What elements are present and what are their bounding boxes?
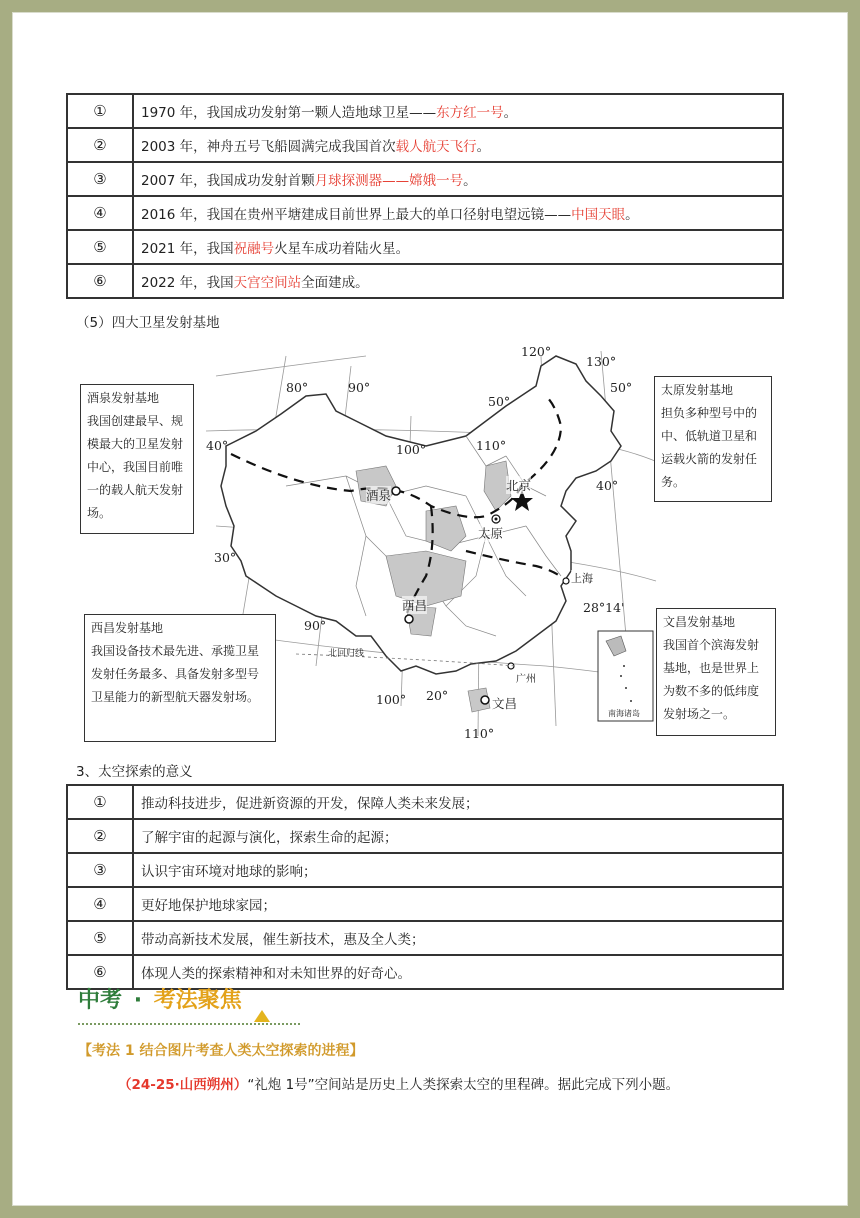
jiuquan-title: 酒泉发射基地 [87, 391, 160, 405]
exam-title-a: 中考 [78, 988, 123, 1013]
row-text [133, 128, 783, 162]
timeline-row [67, 230, 783, 264]
xichang-infobox [84, 614, 276, 742]
tropic-label: 北回归线 [328, 649, 365, 659]
label-110b: 110° [464, 726, 495, 741]
row-text-pre: 2022 年，我国 [141, 275, 234, 291]
exam-title-b: 考法聚焦 [153, 988, 242, 1013]
label-90: 90° [348, 380, 371, 395]
row-text-pre: 2016 年，我国在贵州平塘建成目前世界上最大的单口径射电望远镜—— [141, 207, 572, 223]
meaning-table [66, 784, 784, 990]
row-number: ② [67, 819, 133, 853]
label-50b: 50° [610, 380, 633, 395]
row-text-highlight: 载人航天飞行 [395, 139, 477, 155]
row-text-pre: 2003 年，神舟五号飞船圆满完成我国首次 [141, 139, 396, 155]
row-text [133, 196, 783, 230]
wenchang-infobox [656, 608, 776, 736]
label-110: 110° [476, 438, 507, 453]
label-80: 80° [286, 380, 309, 395]
label-50a: 50° [488, 394, 511, 409]
city-taiyuan: 太原 [478, 526, 504, 541]
meaning-row [67, 819, 783, 853]
row-number: ④ [67, 887, 133, 921]
question-text: “礼炮 1号”空间站是历史上人类探索太空的里程碑。据此完成下列小题。 [247, 1077, 680, 1093]
shanghai-marker [563, 578, 569, 584]
row-text [133, 264, 783, 298]
row-text: 了解宇宙的起源与演化，探索生命的起源； [133, 819, 783, 853]
row-number: ④ [67, 196, 133, 230]
row-text [133, 230, 783, 264]
label-100: 100° [396, 442, 427, 457]
mountain-icon [254, 1010, 270, 1022]
row-number: ① [67, 94, 133, 128]
city-shanghai: 上海 [571, 572, 593, 585]
inset-label: 南海诸岛 [608, 709, 640, 718]
wenchang-title: 文昌发射基地 [663, 615, 736, 629]
question-line [118, 1073, 679, 1093]
city-guangzhou: 广州 [516, 670, 536, 685]
row-text: 带动高新技术发展，催生新技术，惠及全人类； [133, 921, 783, 955]
wenchang-marker [481, 696, 489, 704]
timeline-row [67, 264, 783, 298]
row-text [133, 94, 783, 128]
row-text-highlight: 祝融号 [233, 241, 275, 257]
row-number: ⑤ [67, 921, 133, 955]
meaning-row [67, 887, 783, 921]
row-number: ⑥ [67, 955, 133, 989]
label-30: 30° [214, 550, 237, 565]
question-source: （24-25·山西朔州） [118, 1077, 248, 1093]
row-text-pre: 1970 年，我国成功发射第一颗人造地球卫星—— [141, 105, 437, 121]
row-number: ③ [67, 853, 133, 887]
label-2814: 28°14' [583, 600, 625, 615]
taiyuan-infobox [654, 376, 772, 502]
label-130: 130° [586, 354, 617, 369]
taiyuan-body: 担负多种型号中的中、低轨道卫星和运载火箭的发射任务。 [661, 406, 758, 489]
jiuquan-body: 我国创建最早、规模最大的卫星发射中心，我国目前唯一的载人航天发射场。 [87, 414, 184, 520]
exam-title-dot: · [133, 988, 143, 1013]
timeline-row [67, 196, 783, 230]
row-text-post: 。 [503, 105, 518, 121]
launch-base-map [66, 336, 786, 746]
row-text-highlight: 东方红一号 [436, 105, 504, 121]
label-90b: 90° [304, 618, 327, 633]
row-text-pre: 2007 年，我国成功发射首颗 [141, 173, 315, 189]
exam-divider [78, 1023, 300, 1025]
timeline-row [67, 162, 783, 196]
row-text: 认识宇宙环境对地球的影响； [133, 853, 783, 887]
timeline-row [67, 128, 783, 162]
row-number: ① [67, 785, 133, 819]
city-xichang: 西昌 [402, 598, 428, 613]
row-number: ③ [67, 162, 133, 196]
section5-title: （5）四大卫星发射基地 [76, 315, 220, 331]
kaofa-heading: 【考法 1 结合图片考查人类太空探索的进程】 [78, 1043, 364, 1059]
label-100b: 100° [376, 692, 407, 707]
row-text-post: 全面建成。 [301, 275, 369, 291]
row-text-post: 。 [625, 207, 639, 223]
section3-title: 3、太空探索的意义 [76, 764, 193, 780]
timeline-row [67, 94, 783, 128]
label-20: 20° [426, 688, 449, 703]
row-text-highlight: 中国天眼 [571, 207, 626, 223]
row-text-highlight: 天宫空间站 [233, 275, 302, 291]
row-text-pre: 2021 年，我国 [141, 241, 234, 257]
wenchang-body: 我国首个滨海发射基地，也是世界上为数不多的低纬度发射场之一。 [663, 638, 760, 721]
row-text: 更好地保护地球家园； [133, 887, 783, 921]
xichang-title: 西昌发射基地 [91, 621, 164, 635]
meaning-row [67, 785, 783, 819]
xichang-body: 我国设备技术最先进、承揽卫星发射任务最多、具备发射多型号卫星能力的新型航天器发射场。 [91, 644, 260, 704]
row-text-highlight: 月球探测器——嫦娥一号 [314, 173, 464, 189]
row-text [133, 162, 783, 196]
row-text: 推动科技进步，促进新资源的开发，保障人类未来发展； [133, 785, 783, 819]
timeline-table [66, 93, 784, 299]
jiuquan-marker [392, 487, 400, 495]
xichang-marker [405, 615, 413, 623]
meaning-row [67, 853, 783, 887]
row-text-post: 。 [476, 139, 491, 155]
row-text: 体现人类的探索精神和对未知世界的好奇心。 [133, 955, 783, 989]
taiyuan-title: 太原发射基地 [661, 383, 734, 397]
row-number: ⑤ [67, 230, 133, 264]
city-beijing: 北京 [506, 478, 532, 493]
row-text-post: 火星车成功着陆火星。 [274, 241, 410, 257]
label-120: 120° [521, 344, 552, 359]
row-number: ② [67, 128, 133, 162]
row-number: ⑥ [67, 264, 133, 298]
label-40b: 40° [596, 478, 619, 493]
meaning-row [67, 921, 783, 955]
label-40a: 40° [206, 438, 229, 453]
row-text-post: 。 [463, 173, 477, 189]
exam-section-title [78, 983, 242, 1014]
city-jiuquan: 酒泉 [366, 488, 392, 503]
jiuquan-infobox [80, 384, 194, 534]
city-wenchang: 文昌 [492, 696, 518, 711]
